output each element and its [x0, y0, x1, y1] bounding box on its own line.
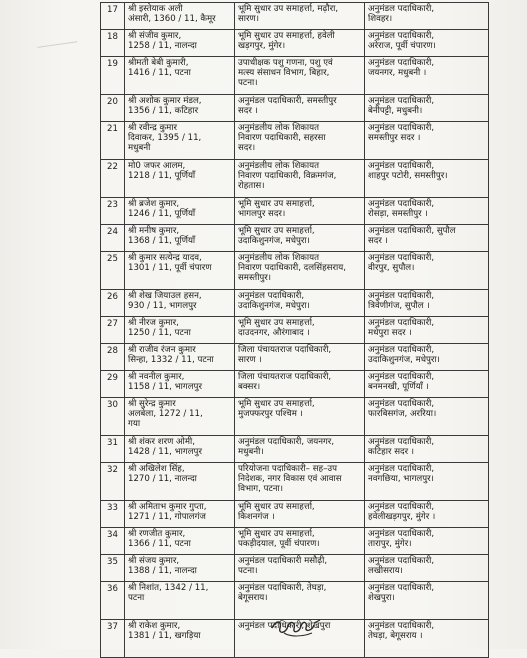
officer-name-cell: श्री कुमार सत्येन्द्र यादव, 1301 / 11, पूर्वी चंपारण	[125, 252, 235, 290]
table-body	[101, 3, 489, 658]
serial-number-cell: 33	[101, 501, 125, 528]
officer-name-cell: श्री मनीष कुमार, 1368 / 11, पूर्णियाँ	[125, 225, 235, 252]
serial-number-cell: 28	[101, 344, 125, 371]
serial-number-cell: 21	[101, 122, 125, 160]
serial-number-cell: 20	[101, 95, 125, 122]
new-posting-cell: अनुमंडल पदाधिकारी, तेघड़ा, बेगूसराय ।	[365, 620, 489, 658]
current-posting-cell: अनुमंडल पदाधिकारी, समस्तीपुर सदर ।	[235, 95, 365, 122]
serial-number-cell: 31	[101, 436, 125, 463]
faint-pencil-mark	[37, 41, 78, 57]
table-row	[101, 122, 489, 160]
new-posting-cell: अनुमंडल पदाधिकारी, हवेलीखड़गपुर, मुंगेर ।	[365, 501, 489, 528]
serial-number-cell: 18	[101, 30, 125, 57]
officer-name-cell: श्री इस्तेयाक अली अंसारी, 1360 / 11, कैमूर	[125, 3, 235, 30]
serial-number-cell: 25	[101, 252, 125, 290]
current-posting-cell: जिला पंचायतराज पदाधिकारी, बक्सर।	[235, 371, 365, 398]
table-row	[101, 317, 489, 344]
new-posting-cell: अनुमंडल पदाधिकारी, तारापुर, मुंगेर।	[365, 528, 489, 555]
officer-name-cell: श्री शेख जियाउल हसन, 930 / 11, भागलपुर	[125, 290, 235, 317]
new-posting-cell: अनुमंडल पदाधिकारी, सुपौल सदर ।	[365, 225, 489, 252]
serial-number-cell: 19	[101, 57, 125, 95]
new-posting-cell: अनुमंडल पदाधिकारी, त्रिवेणीगंज, सुपौल ।	[365, 290, 489, 317]
current-posting-cell: अनुमंडल पदाधिकारी, तेघड़ा, बेगूसराय।	[235, 582, 365, 620]
new-posting-cell: अनुमंडल पदाधिकारी, समस्तीपुर सदर ।	[365, 122, 489, 160]
new-posting-cell: अनुमंडल पदाधिकारी, बनमनखी, पूर्णियाँ ।	[365, 371, 489, 398]
current-posting-cell: अनुमंडल पदाधिकारी, शेखपुरा	[235, 620, 365, 658]
officer-name-cell: श्री ब्रजेश कुमार, 1246 / 11, पूर्णियाँ	[125, 198, 235, 225]
officer-name-cell: श्री नवनील कुमार, 1158 / 11, भागलपुर	[125, 371, 235, 398]
current-posting-cell: भूमि सुधार उप समाहर्त्ता, मुजफ्फरपुर पश्चिम ।	[235, 398, 365, 436]
new-posting-cell: अनुमंडल पदाधिकारी, कटिहार सदर ।	[365, 436, 489, 463]
new-posting-cell: अनुमंडल पदाधिकारी, अरेराज, पूर्वी चंपारण।	[365, 30, 489, 57]
new-posting-cell: अनुमंडल पदाधिकारी, लखीसराय।	[365, 555, 489, 582]
current-posting-cell: अनुमंडलीय लोक शिकायत निवारण पदाधिकारी, दलसिंहसराय, समस्तीपुर।	[235, 252, 365, 290]
table-row	[101, 252, 489, 290]
officer-name-cell: श्री अमिताभ कुमार गुप्ता, 1271 / 11, गोपालगंज	[125, 501, 235, 528]
current-posting-cell: भूमि सुधार उप समाहर्त्ता, पकड़ीदयाल, पूर्वी चंपारण।	[235, 528, 365, 555]
serial-number-cell: 37	[101, 620, 125, 658]
table-row	[101, 528, 489, 555]
officer-name-cell: श्रीमती बेबी कुमारी, 1416 / 11, पटना	[125, 57, 235, 95]
officer-name-cell: श्री रवीन्द्र कुमार दिवाकर, 1395 / 11, मधुबनी	[125, 122, 235, 160]
current-posting-cell: भूमि सुधार उप समाहर्त्ता, किशनगंज ।	[235, 501, 365, 528]
serial-number-cell: 29	[101, 371, 125, 398]
transfer-posting-table	[100, 2, 489, 658]
new-posting-cell: अनुमंडल पदाधिकारी, जयनगर, मधुबनी ।	[365, 57, 489, 95]
current-posting-cell: अनुमंडलीय लोक शिकायत निवारण पदाधिकारी, सहरसा सदर।	[235, 122, 365, 160]
current-posting-cell: अनुमंडल पदाधिकारी, उदाकिशुनगंज, मधेपुरा।	[235, 290, 365, 317]
current-posting-cell: भूमि सुधार उप समाहर्त्ता, मढ़ौरा, सारण।	[235, 3, 365, 30]
table-row	[101, 57, 489, 95]
current-posting-cell: जिला पंचायतराज पदाधिकारी, सारण ।	[235, 344, 365, 371]
current-posting-cell: भूमि सुधार उप समाहर्त्ता, भागलपुर सदर।	[235, 198, 365, 225]
table-row	[101, 198, 489, 225]
table-row	[101, 290, 489, 317]
new-posting-cell: अनुमंडल पदाधिकारी, मधेपुरा सदर ।	[365, 317, 489, 344]
current-posting-cell: अनुमंडल पदाधिकारी मसौढ़ी, पटना।	[235, 555, 365, 582]
serial-number-cell: 30	[101, 398, 125, 436]
serial-number-cell: 23	[101, 198, 125, 225]
table-row	[101, 371, 489, 398]
serial-number-cell: 34	[101, 528, 125, 555]
serial-number-cell: 27	[101, 317, 125, 344]
table-row	[101, 463, 489, 501]
current-posting-cell: परियोजना पदाधिकारी– सह–उप निदेशक, नगर विकास एवं आवास विभाग, पटना।	[235, 463, 365, 501]
current-posting-cell: अनुमंडल पदाधिकारी, जयनगर, मधुबनी।	[235, 436, 365, 463]
new-posting-cell: अनुमंडल पदाधिकारी, उदाकिशुनगंज, मधेपुरा।	[365, 344, 489, 371]
new-posting-cell: अनुमंडल पदाधिकारी, रोसड़ा, समस्तीपुर ।	[365, 198, 489, 225]
new-posting-cell: अनुमंडल पदाधिकारी, नवगछिया, भागलपुर।	[365, 463, 489, 501]
officer-name-cell: श्री अशोक कुमार मंडल, 1356 / 11, कटिहार	[125, 95, 235, 122]
officer-name-cell: श्री राजीव रंजन कुमार सिन्हा, 1332 / 11, पटना	[125, 344, 235, 371]
officer-name-cell: श्री नीरज कुमार, 1250 / 11, पटना	[125, 317, 235, 344]
table-row	[101, 3, 489, 30]
new-posting-cell: अनुमंडल पदाधिकारी, वीरपुर, सुपौल।	[365, 252, 489, 290]
serial-number-cell: 36	[101, 582, 125, 620]
table-row	[101, 225, 489, 252]
handwritten-signature	[268, 614, 328, 640]
new-posting-cell: अनुमंडल पदाधिकारी, शेखपुरा।	[365, 582, 489, 620]
serial-number-cell: 32	[101, 463, 125, 501]
serial-number-cell: 26	[101, 290, 125, 317]
officer-name-cell: श्री निशांत, 1342 / 11, पटना	[125, 582, 235, 620]
new-posting-cell: अनुमंडल पदाधिकारी, बेनीपट्टी, मधुबनी।	[365, 95, 489, 122]
officer-name-cell: श्री शंकर शरण ओमी, 1428 / 11, भागलपुर	[125, 436, 235, 463]
current-posting-cell: अनुमंडलीय लोक शिकायत निवारण पदाधिकारी, विक्रमगंज, रोहतास।	[235, 160, 365, 198]
table-row	[101, 160, 489, 198]
officer-name-cell: मो0 जफर आलम, 1218 / 11, पूर्णियाँ	[125, 160, 235, 198]
current-posting-cell: भूमि सुधार उप समाहर्त्ता, दाउदनगर, औरंगाबाद ।	[235, 317, 365, 344]
new-posting-cell: अनुमंडल पदाधिकारी, शाहपुर पटोरी, समस्तीपुर।	[365, 160, 489, 198]
table-row	[101, 436, 489, 463]
table-row	[101, 555, 489, 582]
table-row	[101, 95, 489, 122]
serial-number-cell: 35	[101, 555, 125, 582]
officer-name-cell: श्री सुरेन्द्र कुमार अलबेला, 1272 / 11, गया	[125, 398, 235, 436]
officer-name-cell: श्री रणजीत कुमार, 1366 / 11, पटना	[125, 528, 235, 555]
officer-name-cell: श्री अखिलेश सिंह, 1270 / 11, नालन्दा	[125, 463, 235, 501]
new-posting-cell: अनुमंडल पदाधिकारी, शिवहर।	[365, 3, 489, 30]
table-row	[101, 30, 489, 57]
serial-number-cell: 22	[101, 160, 125, 198]
table-row	[101, 344, 489, 371]
serial-number-cell: 24	[101, 225, 125, 252]
current-posting-cell: उपाधीक्षक पशु गणना, पशु एवं मत्स्य संसाधन विभाग, बिहार, पटना।	[235, 57, 365, 95]
table-row	[101, 501, 489, 528]
table-row	[101, 398, 489, 436]
current-posting-cell: भूमि सुधार उप समाहर्त्ता, उदाकिशुनगंज, मधेपुरा।	[235, 225, 365, 252]
current-posting-cell: भूमि सुधार उप समाहर्त्ता, हवेली खड़गपुर, मुंगेर।	[235, 30, 365, 57]
officer-name-cell: श्री राकेश कुमार, 1381 / 11, खगड़िया	[125, 620, 235, 658]
officer-name-cell: श्री संजीव कुमार, 1258 / 11, नालन्दा	[125, 30, 235, 57]
new-posting-cell: अनुमंडल पदाधिकारी, फारबिसगंज, अररिया।	[365, 398, 489, 436]
officer-name-cell: श्री संजय कुमार, 1388 / 11, नालन्दा	[125, 555, 235, 582]
serial-number-cell: 17	[101, 3, 125, 30]
